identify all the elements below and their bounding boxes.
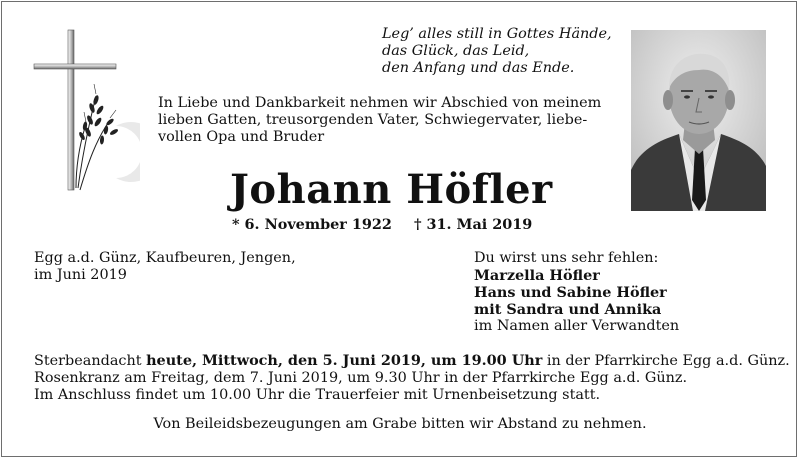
life-dates	[232, 216, 532, 233]
mourner-name: Marzella Höfler	[474, 267, 600, 284]
place-date	[34, 250, 296, 284]
cross-with-wheat-icon	[30, 28, 140, 208]
intro-line: vollen Opa und Bruder	[158, 129, 325, 145]
service-text: Sterbeandacht	[34, 353, 147, 369]
poem-line: den Anfang und das Ende.	[382, 60, 575, 76]
place-line: Egg a.d. Günz, Kaufbeuren, Jengen,	[34, 250, 296, 266]
death-date: † 31. Mai 2019	[413, 216, 533, 233]
service-time: heute, Mittwoch, den 5. Juni 2019, um 19.00 Uhr	[146, 352, 543, 369]
service-text: in der Pfarrkirche Egg a.d. Günz.	[542, 353, 790, 369]
service-line-3: Im Anschluss findet um 10.00 Uhr die Trauerfeier mit Urnenbeisetzung statt.	[34, 387, 601, 403]
service-line-2: Rosenkranz am Freitag, dem 7. Juni 2019, um 9.30 Uhr in der Pfarrkirche Egg a.d. Günz.	[34, 370, 688, 386]
mourners-closing: im Namen aller Verwandten	[474, 318, 680, 334]
mourner-name: Hans und Sabine Höfler	[474, 284, 667, 301]
mourners	[474, 250, 679, 335]
intro-line: In Liebe und Dankbarkeit nehmen wir Abschied von meinem	[158, 95, 602, 111]
intro-line: lieben Gatten, treusorgenden Vater, Schwiegervater, liebe-	[158, 112, 588, 128]
portrait-photo	[631, 30, 766, 211]
poem-line: das Glück, das Leid,	[382, 43, 530, 59]
closing-note: Von Beileidsbezeugungen am Grabe bitten wir Abstand zu nehmen.	[153, 416, 647, 432]
service-line-1	[34, 352, 790, 370]
deceased-name: Johann Höfler	[230, 166, 553, 213]
intro-text	[158, 95, 601, 146]
poem	[382, 26, 612, 77]
poem-line: Leg’ alles still in Gottes Hände,	[382, 26, 612, 42]
mourners-intro: Du wirst uns sehr fehlen:	[474, 250, 659, 266]
mourner-name: mit Sandra und Annika	[474, 301, 662, 318]
place-line: im Juni 2019	[34, 267, 127, 283]
service-info	[34, 352, 790, 404]
birth-date: * 6. November 1922	[232, 216, 392, 233]
